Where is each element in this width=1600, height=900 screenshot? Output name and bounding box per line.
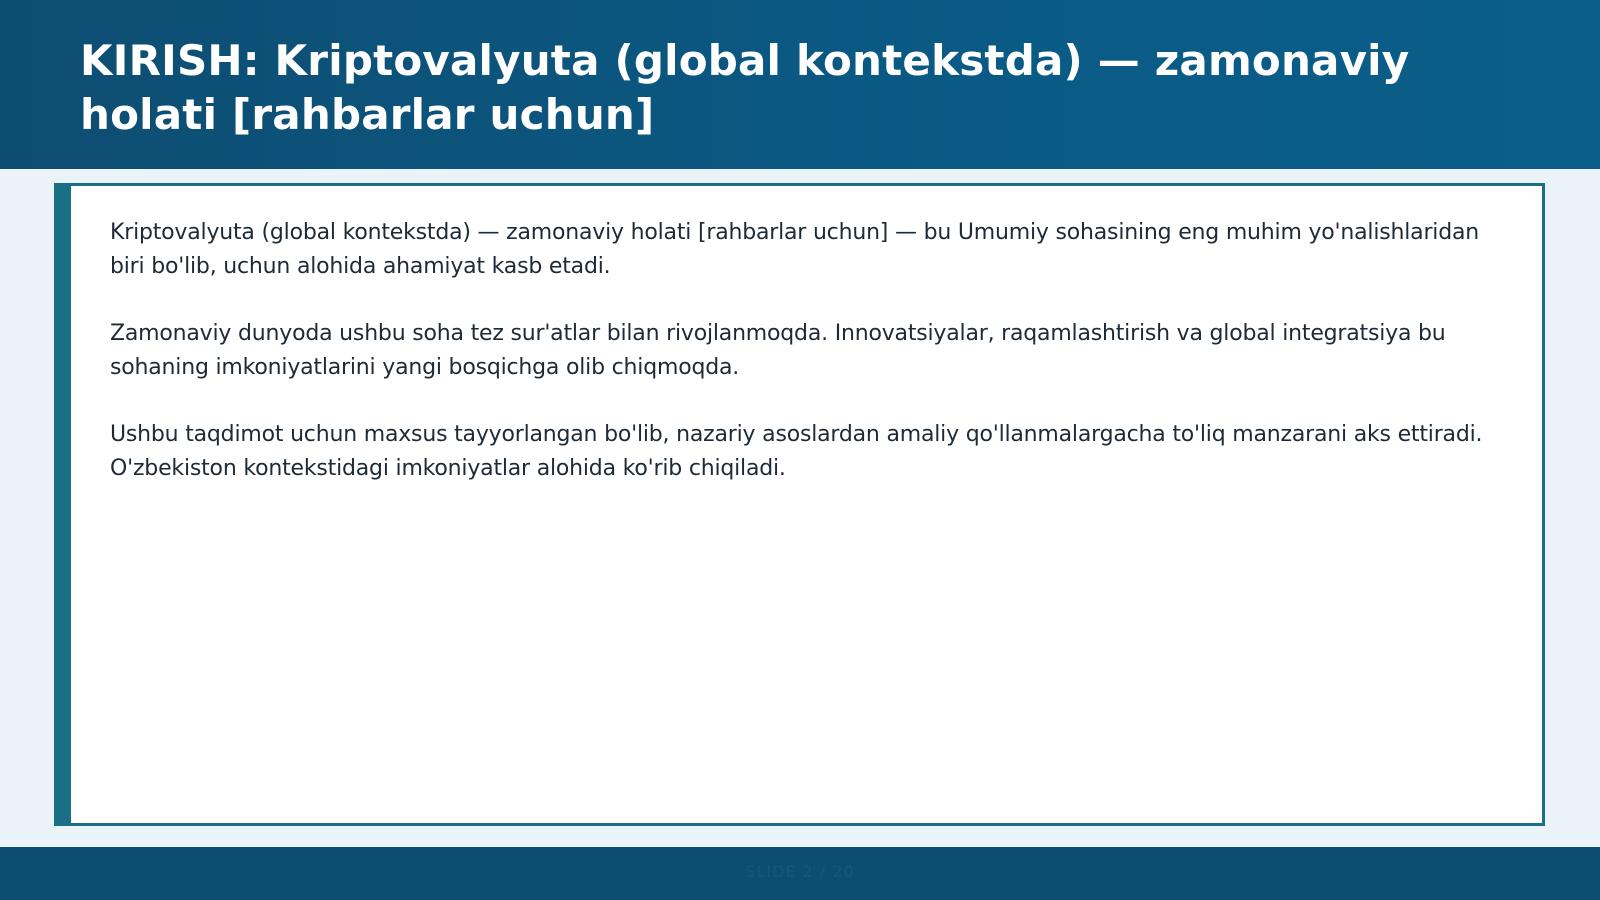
intro-paragraph: Kriptovalyuta (global kontekstda) — zamonaviy holati [rahbarlar uchun] — bu Umumiy sohasining eng muhim yo'nalishlaridan biri bo'lib, uchun alohida ahamiyat kasb etadi. bbox=[110, 220, 1480, 279]
slide-title: KIRISH: Kriptovalyuta (global kontekstda) — zamonaviy holati [rahbarlar uchun] bbox=[80, 36, 1410, 139]
slide-footer bbox=[0, 847, 1600, 900]
purpose-paragraph: Ushbu taqdimot uchun maxsus tayyorlangan bo'lib, nazariy asoslardan amaliy qo'llanmalargacha to'liq manzarani aks ettiradi. O'zbekiston kontekstidagi imkoniyatlar alohida ko'rib chiqiladi. bbox=[110, 422, 1483, 481]
content-body bbox=[71, 186, 1542, 486]
slide-number: SLIDE 2 / 20 bbox=[745, 862, 855, 881]
slide-header bbox=[0, 0, 1600, 169]
content-card bbox=[54, 183, 1545, 826]
context-paragraph: Zamonaviy dunyoda ushbu soha tez sur'atlar bilan rivojlanmoqda. Innovatsiyalar, raqamlashtirish va global integratsiya bu sohaning imkoniyatlarini yangi bosqichga olib chiqmoqda. bbox=[110, 321, 1446, 380]
